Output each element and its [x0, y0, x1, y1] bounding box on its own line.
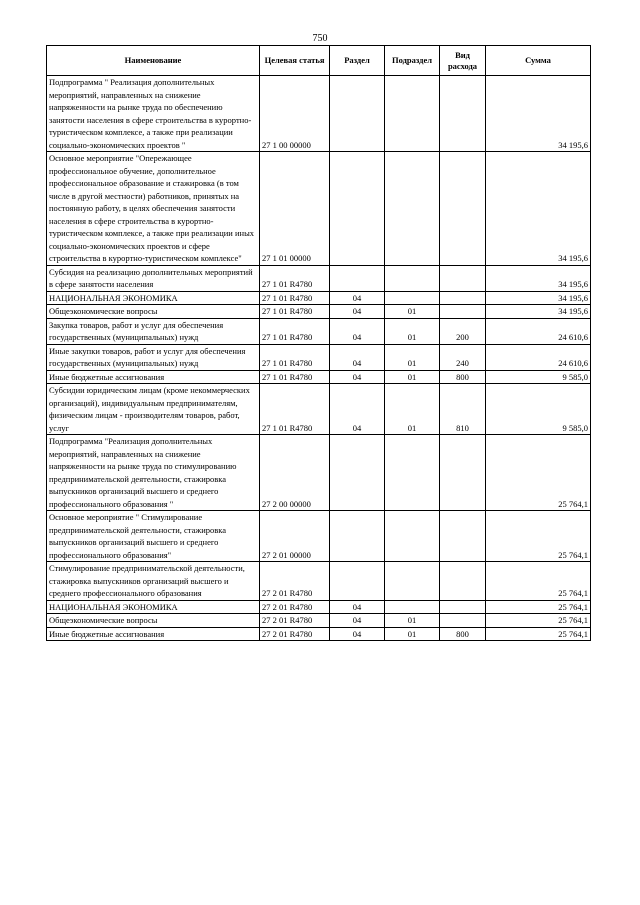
table-row — [47, 265, 591, 291]
row-name: НАЦИОНАЛЬНАЯ ЭКОНОМИКА — [47, 291, 260, 305]
row-name: Иные бюджетные ассигнования — [47, 627, 260, 641]
row-amount: 34 195,6 — [486, 265, 591, 291]
budget-table — [46, 45, 591, 641]
row-expense-type — [440, 511, 486, 562]
row-code: 27 2 00 00000 — [260, 435, 330, 511]
row-name: Общеэкономические вопросы — [47, 305, 260, 319]
row-section: 04 — [330, 305, 385, 319]
row-code: 27 1 01 R4780 — [260, 318, 330, 344]
row-subsection: 01 — [385, 384, 440, 435]
row-subsection — [385, 435, 440, 511]
row-amount: 25 764,1 — [486, 511, 591, 562]
row-subsection: 01 — [385, 305, 440, 319]
row-expense-type — [440, 600, 486, 614]
row-name: Субсидии юридическим лицам (кроме некоммерческих организаций), индивидуальным предпринимателям, физическим лицам - производителям товаров, работ, услуг — [47, 384, 260, 435]
row-name: Иные бюджетные ассигнования — [47, 370, 260, 384]
table-row — [47, 562, 591, 601]
row-name: Основное мероприятие "Опережающее профессиональное обучение, дополнительное профессиональное образование и стажировка (в том числе в другой местности) работников, принятых на постоянную работу, в целях обеспечения занятости населения в сфере строительства в курортно-туристическом комплексе, а также при реализации иных социально-экономических проектов и сфере строительства в курортно-туристическом комплексе" — [47, 152, 260, 266]
row-subsection — [385, 562, 440, 601]
row-expense-type: 240 — [440, 344, 486, 370]
row-amount: 9 585,0 — [486, 370, 591, 384]
row-subsection — [385, 152, 440, 266]
row-section — [330, 152, 385, 266]
row-section: 04 — [330, 614, 385, 628]
row-name: Закупка товаров, работ и услуг для обеспечения государственных (муниципальных) нужд — [47, 318, 260, 344]
row-expense-type — [440, 152, 486, 266]
row-code: 27 1 01 R4780 — [260, 384, 330, 435]
table-row — [47, 152, 591, 266]
row-amount: 25 764,1 — [486, 435, 591, 511]
row-code: 27 1 01 R4780 — [260, 291, 330, 305]
row-expense-type — [440, 265, 486, 291]
row-name: Субсидия на реализацию дополнительных мероприятий в сфере занятости населения — [47, 265, 260, 291]
row-amount: 9 585,0 — [486, 384, 591, 435]
row-code: 27 2 01 R4780 — [260, 562, 330, 601]
table-row — [47, 76, 591, 152]
row-name: НАЦИОНАЛЬНАЯ ЭКОНОМИКА — [47, 600, 260, 614]
row-section: 04 — [330, 344, 385, 370]
row-subsection: 01 — [385, 627, 440, 641]
row-amount: 24 610,6 — [486, 318, 591, 344]
row-section: 04 — [330, 370, 385, 384]
row-name: Подпрограмма " Реализация дополнительных мероприятий, направленных на снижение напряженности на рынке труда по обеспечению занятости населения в сфере строительства в курортно-туристическом комплексе, а также при реализации социально-экономических проектов " — [47, 76, 260, 152]
row-code: 27 2 01 R4780 — [260, 627, 330, 641]
table-row — [47, 614, 591, 628]
row-subsection — [385, 265, 440, 291]
row-section — [330, 76, 385, 152]
row-name: Стимулирование предпринимательской деятельности, стажировка выпускников организаций высшего и среднего профессионального образования — [47, 562, 260, 601]
row-amount: 34 195,6 — [486, 152, 591, 266]
row-section — [330, 562, 385, 601]
row-code: 27 2 01 R4780 — [260, 600, 330, 614]
row-expense-type — [440, 435, 486, 511]
table-row — [47, 305, 591, 319]
row-code: 27 1 00 00000 — [260, 76, 330, 152]
row-expense-type: 800 — [440, 370, 486, 384]
row-code: 27 1 01 R4780 — [260, 305, 330, 319]
table-row — [47, 291, 591, 305]
table-row — [47, 435, 591, 511]
table-header-row — [47, 46, 591, 76]
row-subsection: 01 — [385, 318, 440, 344]
row-subsection: 01 — [385, 614, 440, 628]
header-name: Наименование — [47, 46, 260, 76]
row-section — [330, 265, 385, 291]
row-code: 27 2 01 R4780 — [260, 614, 330, 628]
row-amount: 34 195,6 — [486, 76, 591, 152]
row-code: 27 1 01 R4780 — [260, 370, 330, 384]
header-section: Раздел — [330, 46, 385, 76]
row-amount: 34 195,6 — [486, 305, 591, 319]
row-name: Общеэкономические вопросы — [47, 614, 260, 628]
row-section: 04 — [330, 291, 385, 305]
header-subsection: Подраздел — [385, 46, 440, 76]
row-amount: 25 764,1 — [486, 614, 591, 628]
table-row — [47, 318, 591, 344]
row-expense-type: 200 — [440, 318, 486, 344]
row-expense-type: 800 — [440, 627, 486, 641]
row-expense-type — [440, 305, 486, 319]
table-row — [47, 344, 591, 370]
table-row — [47, 600, 591, 614]
row-amount: 25 764,1 — [486, 562, 591, 601]
row-section: 04 — [330, 384, 385, 435]
header-amount: Сумма — [486, 46, 591, 76]
table-row — [47, 511, 591, 562]
row-subsection: 01 — [385, 344, 440, 370]
row-section — [330, 435, 385, 511]
row-name: Основное мероприятие " Стимулирование предпринимательской деятельности, стажировка выпускников организаций высшего и среднего профессионального образования" — [47, 511, 260, 562]
row-code: 27 1 01 00000 — [260, 152, 330, 266]
table-row — [47, 370, 591, 384]
row-subsection — [385, 511, 440, 562]
row-expense-type — [440, 614, 486, 628]
row-name: Иные закупки товаров, работ и услуг для обеспечения государственных (муниципальных) нужд — [47, 344, 260, 370]
row-amount: 34 195,6 — [486, 291, 591, 305]
row-amount: 25 764,1 — [486, 627, 591, 641]
row-name: Подпрограмма "Реализация дополнительных мероприятий, направленных на снижение напряженности на рынке труда по стимулированию предпринимательской деятельности, стажировка выпускников организаций высшего и среднего профессионального образования " — [47, 435, 260, 511]
row-code: 27 1 01 R4780 — [260, 344, 330, 370]
row-section: 04 — [330, 318, 385, 344]
row-code: 27 2 01 00000 — [260, 511, 330, 562]
header-expense-type: Вид расхода — [440, 46, 486, 76]
row-amount: 25 764,1 — [486, 600, 591, 614]
row-expense-type — [440, 562, 486, 601]
table-row — [47, 384, 591, 435]
page-number: 750 — [312, 33, 328, 44]
row-expense-type — [440, 291, 486, 305]
row-code: 27 1 01 R4780 — [260, 265, 330, 291]
row-section: 04 — [330, 627, 385, 641]
row-section — [330, 511, 385, 562]
row-amount: 24 610,6 — [486, 344, 591, 370]
row-subsection — [385, 600, 440, 614]
row-subsection: 01 — [385, 370, 440, 384]
header-target-article: Целевая статья — [260, 46, 330, 76]
row-section: 04 — [330, 600, 385, 614]
row-expense-type — [440, 76, 486, 152]
row-subsection — [385, 76, 440, 152]
row-subsection — [385, 291, 440, 305]
table-row — [47, 627, 591, 641]
row-expense-type: 810 — [440, 384, 486, 435]
